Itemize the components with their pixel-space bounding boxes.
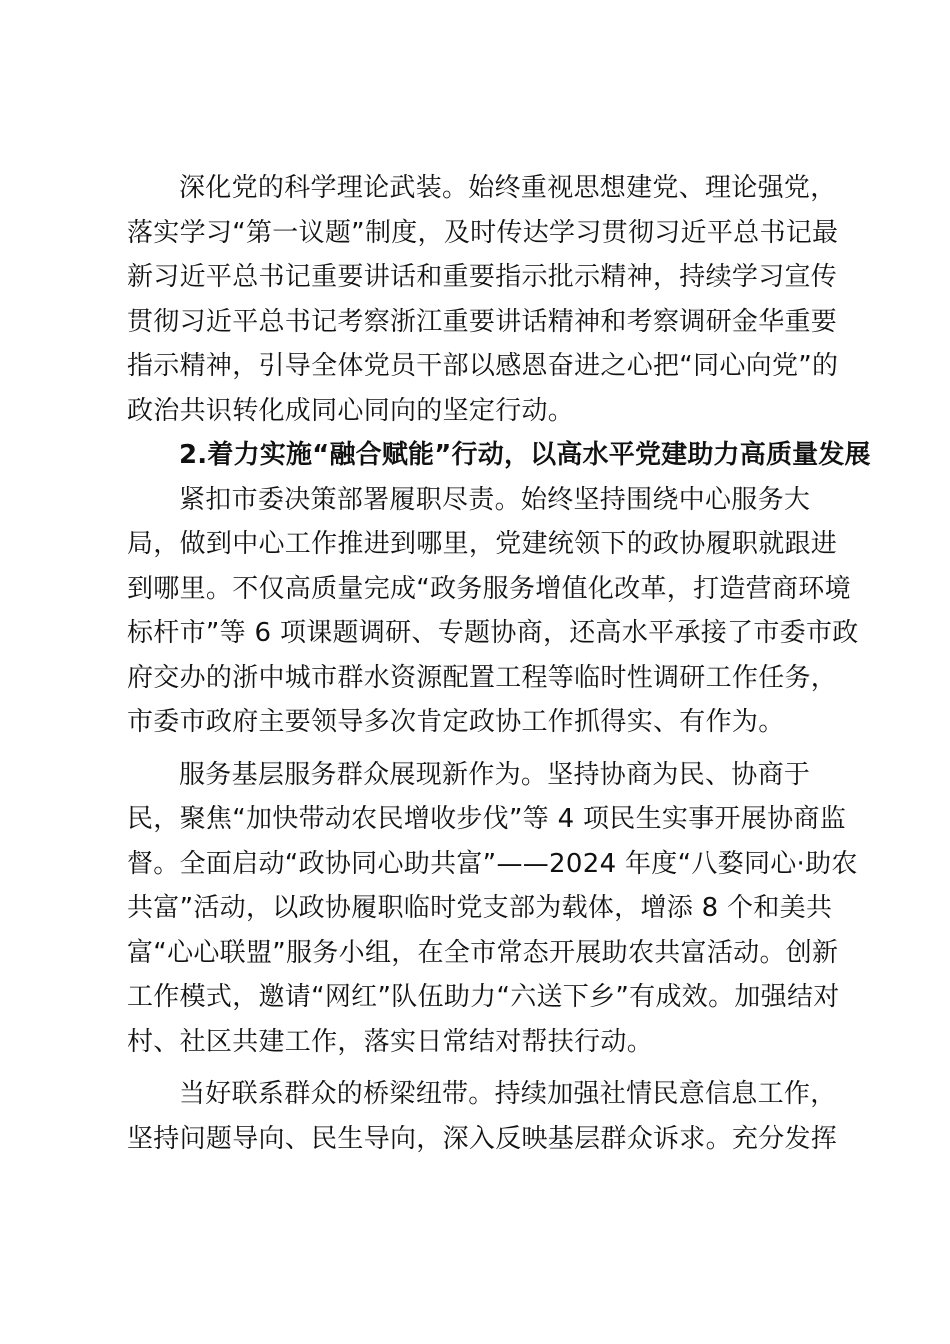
text-line: 当好联系群众的桥梁纽带。持续加强社情民意信息工作， <box>179 1079 837 1109</box>
text-line: 政治共识转化成同心同向的坚定行动。 <box>127 395 575 426</box>
text-line: 府交办的浙中城市群水资源配置工程等临时性调研工作任务， <box>127 662 838 693</box>
text-line: 深化党的科学理论武装。始终重视思想建党、理论强党， <box>179 173 837 203</box>
text-line: 落实学习“第一议题”制度，及时传达学习贯彻习近平总书记最 <box>127 217 839 248</box>
text-line: 督。全面启动“政协同心助共富”——2024 年度“八婺同心·助农 <box>127 848 858 879</box>
text-line: 服务基层服务群众展现新作为。坚持协商为民、协商于 <box>179 759 811 790</box>
text-line: 局，做到中心工作推进到哪里，党建统领下的政协履职就跟进 <box>127 529 838 559</box>
document-body <box>127 166 871 1161</box>
text-line: 到哪里。不仅高质量完成“政务服务增值化改革，打造营商环境 <box>127 573 851 604</box>
text-line: 共富”活动，以政协履职临时党支部为载体，增添 8 个和美共 <box>127 893 833 923</box>
paragraph <box>127 753 858 1065</box>
text-line: 工作模式，邀请“网红”队伍助力“六送下乡”有成效。加强结对 <box>127 982 840 1012</box>
heading-line: 2.着力实施“融合赋能”行动，以高水平党建助力高质量发展 <box>179 440 871 470</box>
text-line: 标杆市”等 6 项课题调研、专题协商，还高水平承接了市委市政 <box>127 618 859 648</box>
text-line: 坚持问题导向、民生导向，深入反映基层群众诉求。充分发挥 <box>127 1123 838 1154</box>
text-line: 新习近平总书记重要讲话和重要指示批示精神，持续学习宣传 <box>127 262 838 292</box>
text-line: 指示精神，引导全体党员干部以感恩奋进之心把“同心向党”的 <box>127 351 839 381</box>
paragraph <box>127 166 839 433</box>
text-line: 民，聚焦“加快带动农民增收步伐”等 4 项民生实事开展协商监 <box>127 804 847 834</box>
text-line: 村、社区共建工作，落实日常结对帮扶行动。 <box>127 1026 654 1057</box>
text-line: 市委市政府主要领导多次肯定政协工作抓得实、有作为。 <box>127 707 785 737</box>
paragraph <box>127 1072 838 1161</box>
text-line: 贯彻习近平总书记考察浙江重要讲话精神和考察调研金华重要 <box>127 306 838 337</box>
text-line: 富“心心联盟”服务小组，在全市常态开展助农共富活动。创新 <box>127 937 839 968</box>
text-line: 紧扣市委决策部署履职尽责。始终坚持围绕中心服务大 <box>179 484 811 515</box>
paragraph <box>127 478 859 745</box>
section-heading <box>127 433 871 478</box>
